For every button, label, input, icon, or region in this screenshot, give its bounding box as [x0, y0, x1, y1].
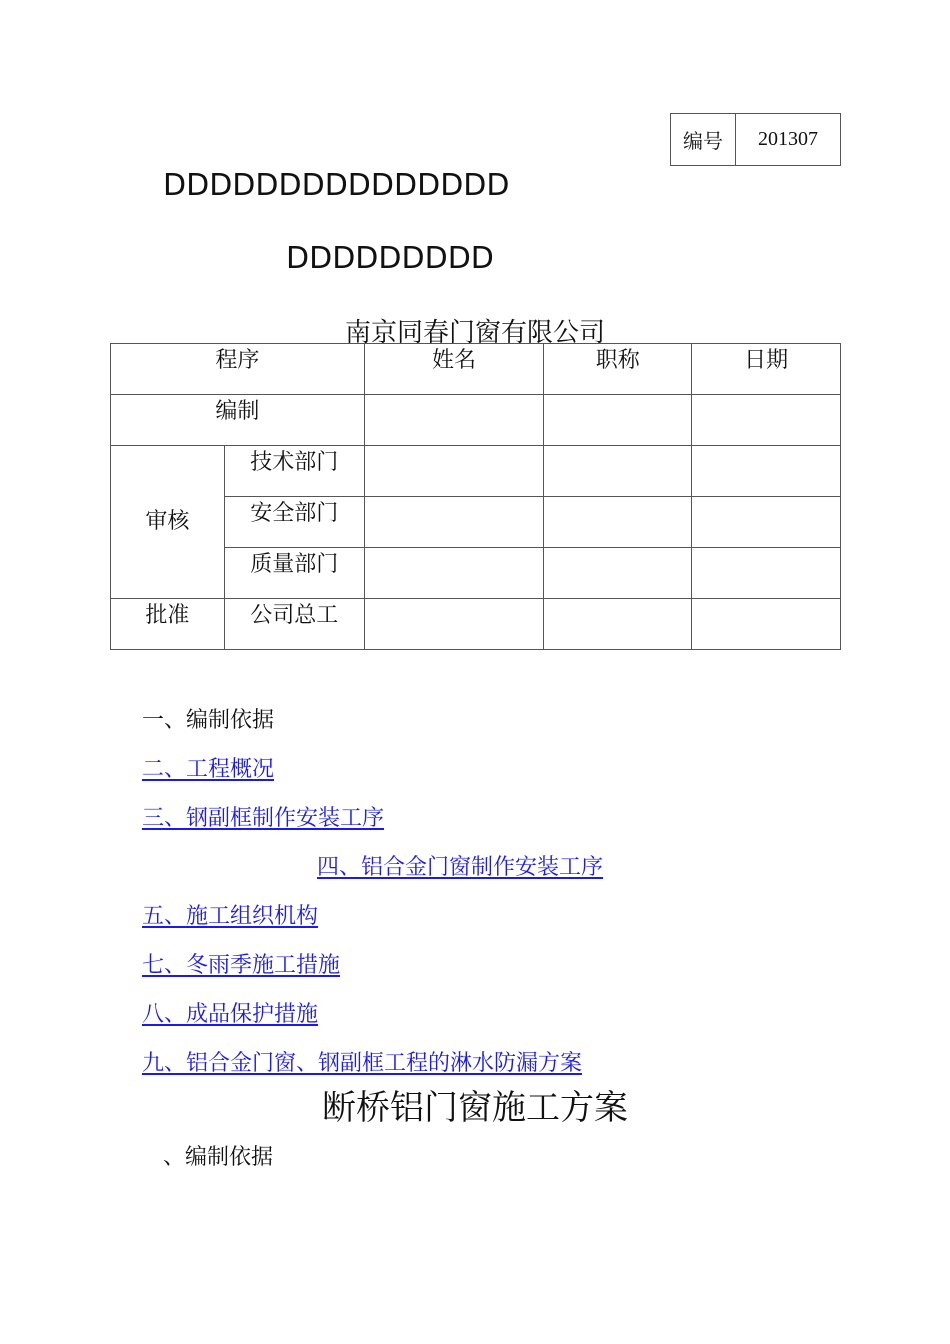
cell-approve-title — [544, 599, 692, 650]
document-number-value: 201307 — [758, 128, 818, 150]
approval-table — [110, 343, 841, 650]
company-name: 南京同春门窗有限公司 — [344, 318, 605, 348]
cell-safety-title — [544, 497, 692, 548]
garbled-title-line-2: DDDDDDDDD — [286, 241, 494, 276]
document-number-box — [670, 113, 841, 166]
cell-quality-name — [364, 548, 544, 599]
main-title: 断桥铝门窗施工方案 — [322, 1088, 628, 1128]
table-header-row — [111, 344, 841, 395]
header-title: 职称 — [544, 344, 692, 395]
toc-link-9[interactable]: 九、铝合金门窗、钢副框工程的淋水防漏方案 — [142, 1051, 583, 1076]
header-procedure: 程序 — [111, 344, 365, 395]
cell-safety-date — [692, 497, 841, 548]
toc-link-7[interactable]: 七、冬雨季施工措施 — [142, 953, 341, 978]
cell-technical-title — [544, 446, 692, 497]
cell-technical-date — [692, 446, 841, 497]
row-compile-label: 编制 — [111, 395, 365, 446]
document-number-label: 编号 — [671, 114, 736, 165]
toc-link-3[interactable]: 三、钢副框制作安装工序 — [142, 806, 385, 831]
cell-quality-title — [544, 548, 692, 599]
row-review-label: 审核 — [111, 446, 225, 599]
table-row — [111, 395, 841, 446]
row-review-dept-quality: 质量部门 — [224, 548, 364, 599]
toc-link-2[interactable]: 二、工程概况 — [142, 757, 275, 782]
cell-approve-name — [364, 599, 544, 650]
cell-approve-date — [692, 599, 841, 650]
table-row — [111, 599, 841, 650]
cell-safety-name — [364, 497, 544, 548]
toc-link-8[interactable]: 八、成品保护措施 — [142, 1002, 319, 1027]
table-row — [111, 446, 841, 497]
row-review-dept-safety: 安全部门 — [224, 497, 364, 548]
row-approve-label: 批准 — [111, 599, 225, 650]
cell-quality-date — [692, 548, 841, 599]
garbled-title-line-1: DDDDDDDDDDDDDDD — [163, 168, 510, 203]
row-approve-role: 公司总工 — [224, 599, 364, 650]
header-name: 姓名 — [364, 344, 544, 395]
row-review-dept-technical: 技术部门 — [224, 446, 364, 497]
toc-link-4[interactable]: 四、铝合金门窗制作安装工序 — [317, 855, 604, 880]
cell-compile-date — [692, 395, 841, 446]
cell-technical-name — [364, 446, 544, 497]
toc-link-5[interactable]: 五、施工组织机构 — [142, 904, 319, 929]
section-heading: 、编制依据 — [163, 1145, 274, 1170]
header-date: 日期 — [692, 344, 841, 395]
toc-item-1: 一、编制依据 — [142, 708, 275, 733]
cell-compile-name — [364, 395, 544, 446]
cell-compile-title — [544, 395, 692, 446]
